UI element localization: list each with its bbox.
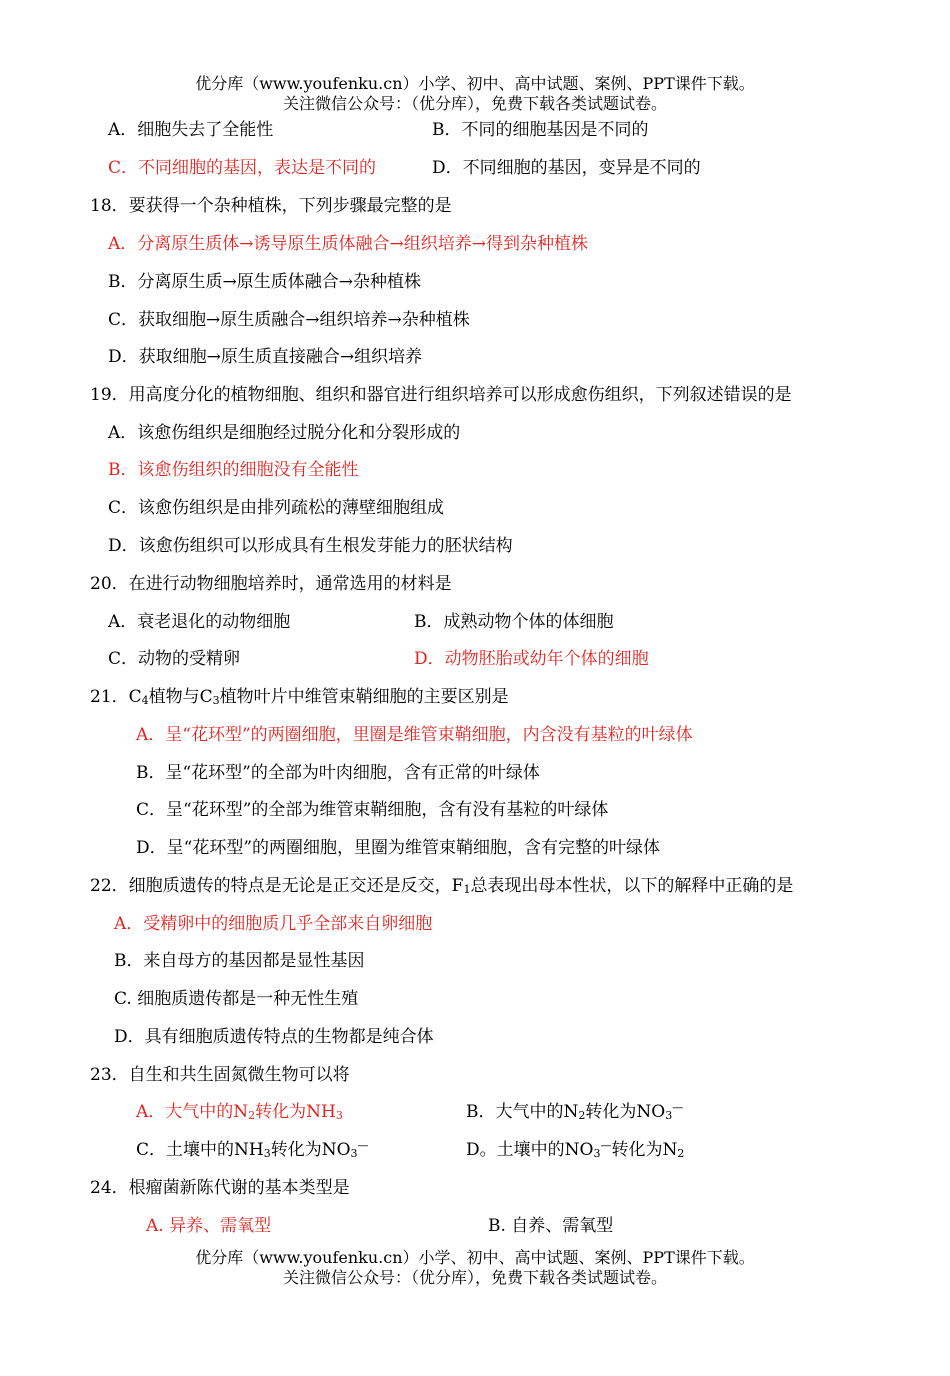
q24-option-b: B. 自养、需氧型 xyxy=(488,1216,614,1236)
q18-option-d: D．获取细胞→原生质直接融合→组织培养 xyxy=(108,347,423,367)
q23-d-prefix: D。土壤中的NO xyxy=(466,1140,594,1160)
q17-option-a: A．细胞失去了全能性 xyxy=(108,120,274,140)
q23-option-a-answer xyxy=(136,1101,343,1123)
footer-line-1: 优分库（www.youfenku.cn）小学、初中、高中试题、案例、PPT课件下载。 xyxy=(195,1248,755,1267)
q21-stem-subscript-1: 4 xyxy=(141,694,149,707)
header-line-1: 优分库（www.youfenku.cn）小学、初中、高中试题、案例、PPT课件下载。 xyxy=(195,74,755,93)
q24-option-a-answer: A. 异养、需氧型 xyxy=(146,1216,272,1236)
q19-option-c: C．该愈伤组织是由排列疏松的薄壁细胞组成 xyxy=(108,498,445,518)
q21-stem-subscript-2: 3 xyxy=(212,694,220,707)
q22-stem xyxy=(90,875,793,897)
q21-option-c: C．呈“花环型”的全部为维管束鞘细胞，含有没有基粒的叶绿体 xyxy=(136,800,609,820)
q22-option-b: B．来自母方的基因都是显性基因 xyxy=(114,951,365,971)
q23-stem: 23．自生和共生固氮微生物可以将 xyxy=(90,1065,350,1085)
q23-a-subscript-1: 2 xyxy=(248,1109,256,1122)
q21-stem-rest: 植物叶片中维管束鞘细胞的主要区别是 xyxy=(219,687,509,707)
q21-option-d: D．呈“花环型”的两圈细胞，里圈为维管束鞘细胞，含有完整的叶绿体 xyxy=(136,838,661,858)
q23-a-middle: 转化为NH xyxy=(255,1102,336,1122)
q20-option-b: B．成熟动物个体的体细胞 xyxy=(414,612,614,632)
q22-stem-part-b: 总表现出母本性状，以下的解释中正确的是 xyxy=(470,876,794,896)
q20-option-d-answer: D．动物胚胎或幼年个体的细胞 xyxy=(414,649,649,669)
q20-option-c: C．动物的受精卵 xyxy=(108,649,241,669)
q23-c-prefix: C．土壤中的NH xyxy=(136,1140,264,1160)
q21-stem-number: 21．C xyxy=(90,687,142,707)
q18-stem: 18．要获得一个杂种植株，下列步骤最完整的是 xyxy=(90,196,452,216)
q20-stem: 20．在进行动物细胞培养时，通常选用的材料是 xyxy=(90,574,452,594)
q17-option-b: B．不同的细胞基因是不同的 xyxy=(432,120,649,140)
q22-option-c: C. 细胞质遗传都是一种无性生殖 xyxy=(114,989,359,1009)
q23-d-subscript-1: 3 xyxy=(593,1147,601,1160)
q23-option-d xyxy=(466,1139,684,1161)
q23-option-c xyxy=(136,1139,369,1161)
footer-line-2: 关注微信公众号：（优分库），免费下载各类试题试卷。 xyxy=(282,1268,667,1287)
q22-option-a-answer: A．受精卵中的细胞质几乎全部来自卵细胞 xyxy=(114,914,433,934)
q21-stem-middle: 植物与C xyxy=(148,687,213,707)
q23-d-subscript-2: 2 xyxy=(677,1147,685,1160)
q17-option-c-answer: C．不同细胞的基因，表达是不同的 xyxy=(108,158,377,178)
header-line-2: 关注微信公众号：（优分库），免费下载各类试题试卷。 xyxy=(282,94,667,113)
q18-option-a-answer: A．分离原生质体→诱导原生质体融合→组织培养→得到杂种植株 xyxy=(108,234,589,254)
q24-stem: 24．根瘤菌新陈代谢的基本类型是 xyxy=(90,1178,350,1198)
q23-d-superscript: — xyxy=(600,1139,612,1152)
q23-a-prefix: A．大气中的N xyxy=(136,1102,249,1122)
q23-b-middle: 转化为NO xyxy=(585,1102,666,1122)
q22-stem-part-a: 22．细胞质遗传的特点是无论是正交还是反交，F xyxy=(90,876,464,896)
q19-stem: 19．用高度分化的植物细胞、组织和器官进行组织培养可以形成愈伤组织，下列叙述错误的是 xyxy=(90,385,792,405)
q22-option-d: D．具有细胞质遗传特点的生物都是纯合体 xyxy=(114,1027,434,1047)
q18-option-b: B．分离原生质→原生质体融合→杂种植株 xyxy=(108,272,421,292)
q19-option-d: D．该愈伤组织可以形成具有生根发芽能力的胚状结构 xyxy=(108,536,513,556)
q23-c-subscript-1: 3 xyxy=(263,1147,271,1160)
q23-option-b xyxy=(466,1101,683,1123)
q23-b-subscript-1: 2 xyxy=(578,1109,586,1122)
q21-stem xyxy=(90,686,509,708)
q23-c-middle: 转化为NO xyxy=(270,1140,351,1160)
q19-option-a: A．该愈伤组织是细胞经过脱分化和分裂形成的 xyxy=(108,423,461,443)
q23-b-superscript: — xyxy=(672,1101,684,1114)
q23-c-subscript-2: 3 xyxy=(350,1147,358,1160)
q21-option-b: B．呈“花环型”的全部为叶肉细胞，含有正常的叶绿体 xyxy=(136,763,540,783)
q17-option-d: D．不同细胞的基因，变异是不同的 xyxy=(432,158,701,178)
q23-c-superscript: — xyxy=(357,1139,369,1152)
q23-a-subscript-2: 3 xyxy=(335,1109,343,1122)
q23-b-subscript-2: 3 xyxy=(665,1109,673,1122)
q22-stem-subscript: 1 xyxy=(463,883,471,896)
q20-option-a: A．衰老退化的动物细胞 xyxy=(108,612,291,632)
q18-option-c: C．获取细胞→原生质融合→组织培养→杂种植株 xyxy=(108,310,470,330)
q21-option-a-answer: A．呈“花环型”的两圈细胞，里圈是维管束鞘细胞，内含没有基粒的叶绿体 xyxy=(136,725,693,745)
q23-b-prefix: B．大气中的N xyxy=(466,1102,579,1122)
q23-d-middle: 转化为N xyxy=(611,1140,678,1160)
q19-option-b-answer: B．该愈伤组织的细胞没有全能性 xyxy=(108,460,359,480)
